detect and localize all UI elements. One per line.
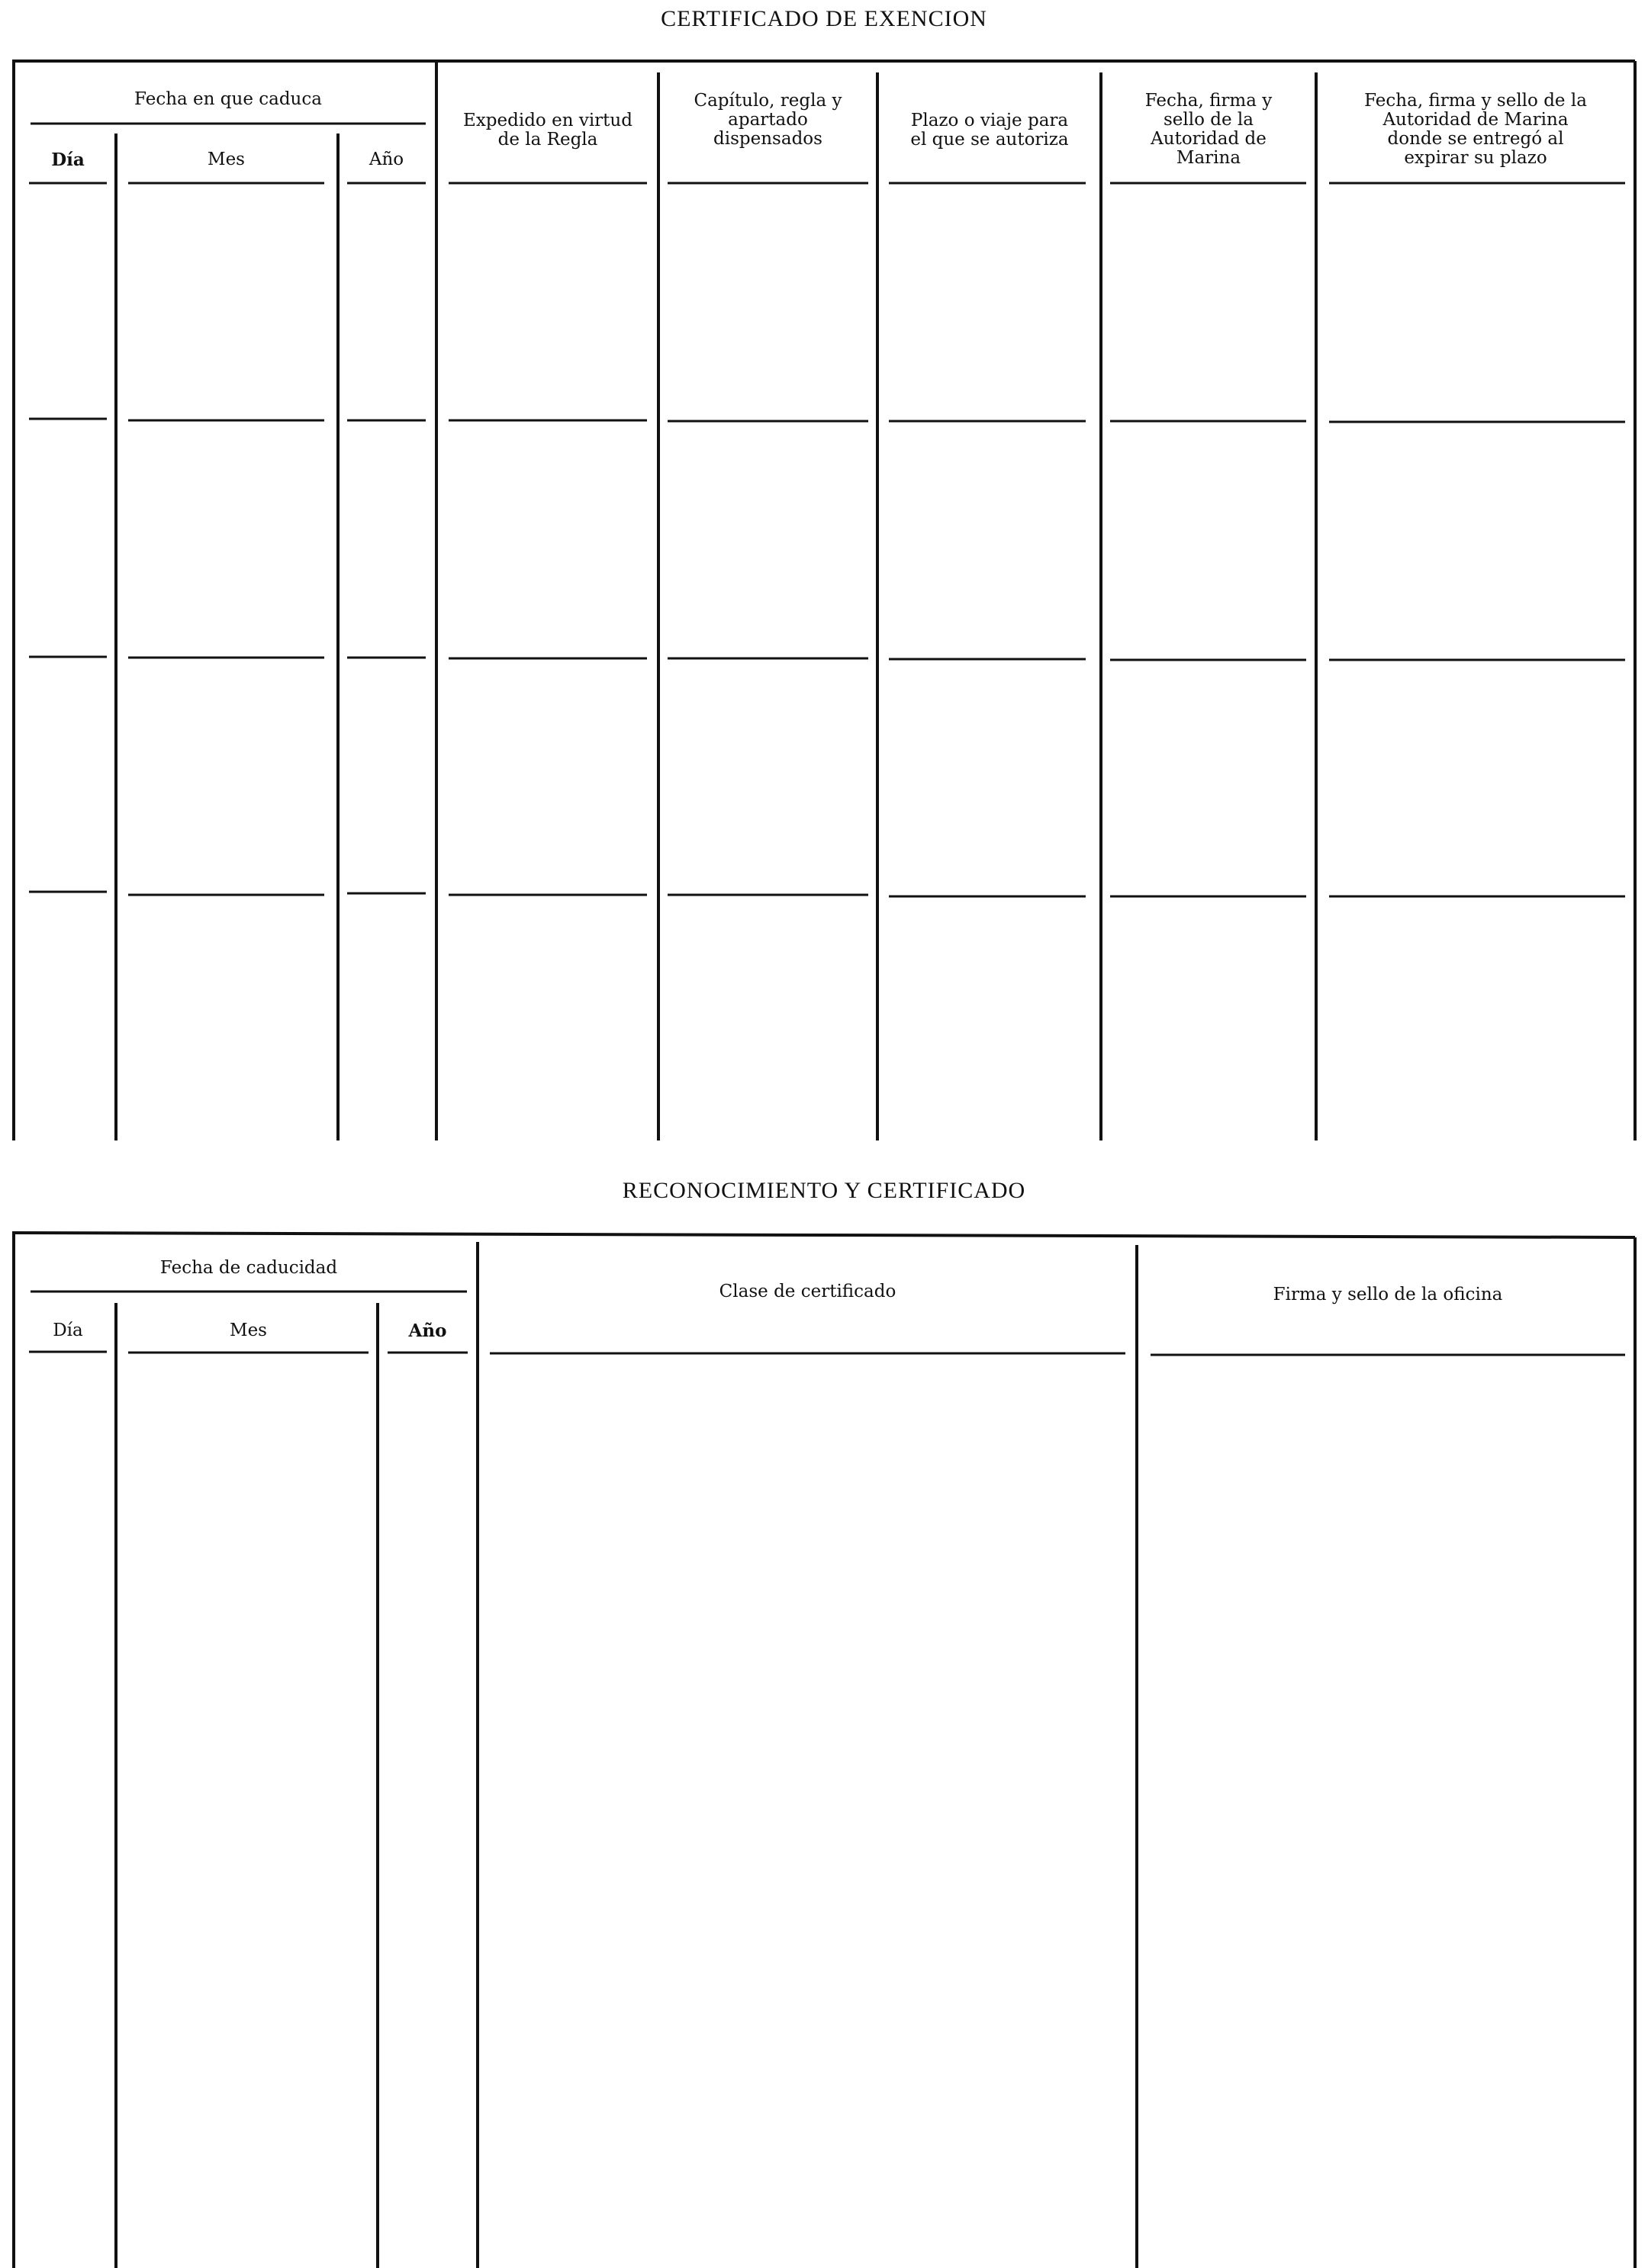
recognition-top-border — [14, 1233, 1635, 1237]
exemption-row-separators — [29, 419, 1625, 896]
col-entrega-header: Fecha, firma y sello de la Autoridad de Marina donde se entregó al expirar su plazo — [1364, 91, 1587, 168]
exemption-group-header: Fecha en que caduca — [134, 89, 322, 109]
recognition-group-header: Fecha de caducidad — [159, 1258, 338, 1278]
col-regla-header: Expedido en virtud de la Regla — [463, 111, 632, 150]
col-plazo-header: Plazo o viaje para el que se autoriza — [910, 111, 1069, 150]
col2-ano-header: Año — [408, 1321, 447, 1341]
col-mes-header: Mes — [208, 150, 245, 169]
col-capitulo-header: Capítulo, regla y apartado dispensados — [694, 91, 842, 149]
col-firma-header: Fecha, firma y sello de la Autoridad de Marina — [1144, 91, 1273, 168]
col2-mes-header: Mes — [230, 1321, 267, 1340]
col-ano-header: Año — [369, 150, 404, 169]
exemption-title: CERTIFICADO DE EXENCION — [661, 6, 987, 31]
col-dia-header: Día — [51, 150, 85, 170]
recognition-title: RECONOCIMIENTO Y CERTIFICADO — [622, 1178, 1026, 1203]
col2-dia-header: Día — [53, 1321, 83, 1340]
recognition-header-underlines — [29, 1352, 1625, 1355]
col2-firma-header: Firma y sello de la oficina — [1273, 1285, 1503, 1305]
col2-clase-header: Clase de certificado — [719, 1282, 896, 1301]
